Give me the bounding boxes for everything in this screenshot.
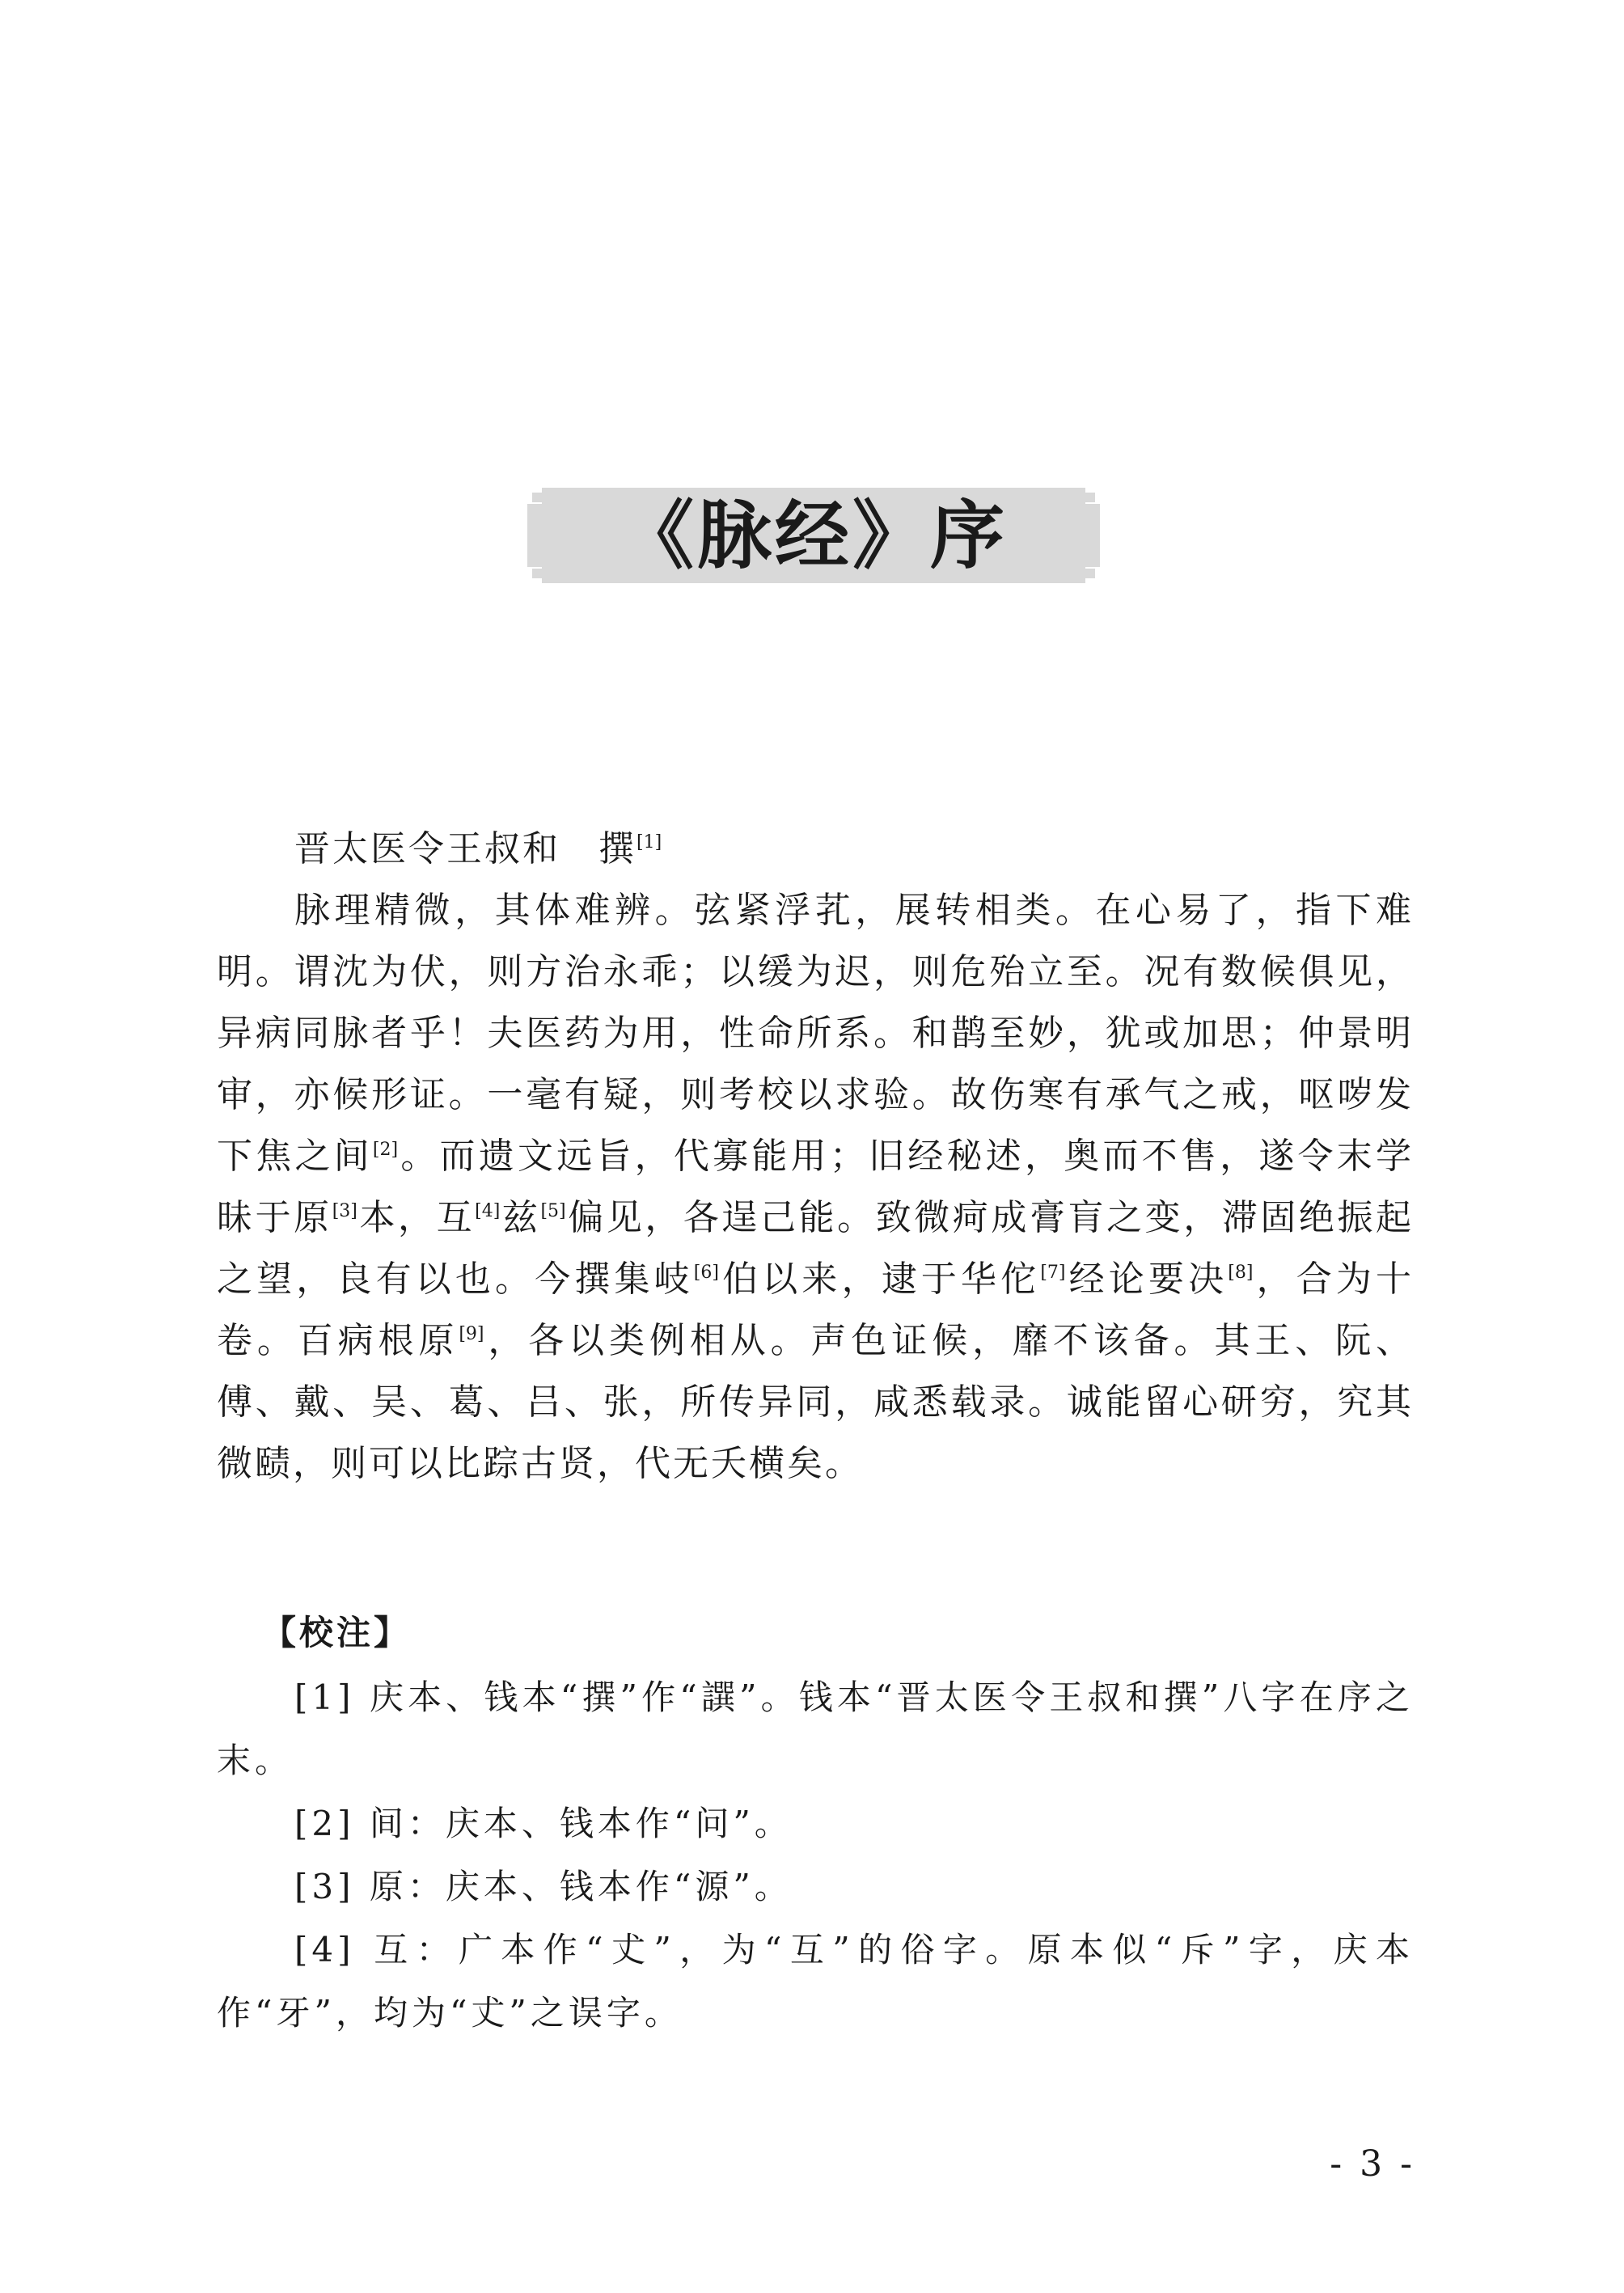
- text-segment: 偏见，各逞己能。致微疴成膏肓之变，滞固绝振起之望，良有以也。今撰集岐: [217, 1197, 1415, 1300]
- footnote-ref: [6]: [693, 1263, 719, 1284]
- footnote-ref: [9]: [459, 1324, 484, 1345]
- byline: [217, 819, 1414, 880]
- text-segment: 兹: [501, 1197, 541, 1238]
- note-item: [1] 庆本、钱本“撰”作“譔”。钱本“晋太医令王叔和撰”八字在序之末。: [217, 1677, 1414, 1780]
- notes-heading: 【校注】: [262, 1613, 412, 1652]
- note-item: [4] 互：广本作“𠀋”，为“互”的俗字。原本似“斥”字，庆本作“牙”，均为“𠀋”之误字。: [217, 1930, 1414, 2033]
- collation-notes: [217, 1601, 1414, 2045]
- byline-text: 晋太医令王叔和 撰: [294, 828, 636, 869]
- footnote-ref: [8]: [1228, 1263, 1254, 1284]
- footnote-ref: [7]: [1040, 1263, 1066, 1284]
- text-segment: 本，互: [358, 1197, 476, 1238]
- text-segment: 脉理精微，其体难辨。弦紧浮芤，展转相类。在心易了，指下难明。谓沈为伏，则方治永乖；以缓为迟，则危殆立至。况有数候俱见，异病同脉者乎！夫医药为用，性命所系。和鹊至妙，犹或加思；仲景明审，亦候形证。一毫有疑，则考校以求验。故伤寒有承气之戒，呕哕发下焦之间: [217, 890, 1414, 1177]
- footnote-ref: [4]: [475, 1201, 501, 1222]
- title-banner: [527, 488, 1100, 583]
- text-segment: 伯以来，逮于华佗: [720, 1259, 1041, 1300]
- footnote-ref: [5]: [540, 1201, 566, 1222]
- page-title: 《脉经》序: [619, 492, 1008, 579]
- preface-body: [217, 819, 1414, 1495]
- text-segment: ，各以类例相从。声色证候，靡不该备。其王、阮、傅、戴、吴、葛、吕、张，所传异同，咸悉载录。诚能留心研穷，究其微赜，则可以比踪古贤，代无夭横矣。: [217, 1320, 1414, 1484]
- note-item: [2] 间：庆本、钱本作“问”。: [294, 1804, 793, 1843]
- footnote-ref: [3]: [332, 1201, 357, 1222]
- text-segment: 经论要决: [1067, 1259, 1229, 1300]
- text-segment: 。而遗文远旨，代寡能用；旧经秘述，奥而不售，遂令末学昧于原: [217, 1136, 1415, 1238]
- text-segment: ，合为十卷。百病根原: [217, 1259, 1415, 1361]
- footnote-ref: [2]: [372, 1140, 399, 1161]
- footnote-ref: [1]: [636, 832, 662, 853]
- page-number: - 3 -: [1330, 2143, 1415, 2185]
- note-item: [3] 原：庆本、钱本作“源”。: [294, 1867, 793, 1906]
- preface-paragraph: [217, 880, 1414, 1495]
